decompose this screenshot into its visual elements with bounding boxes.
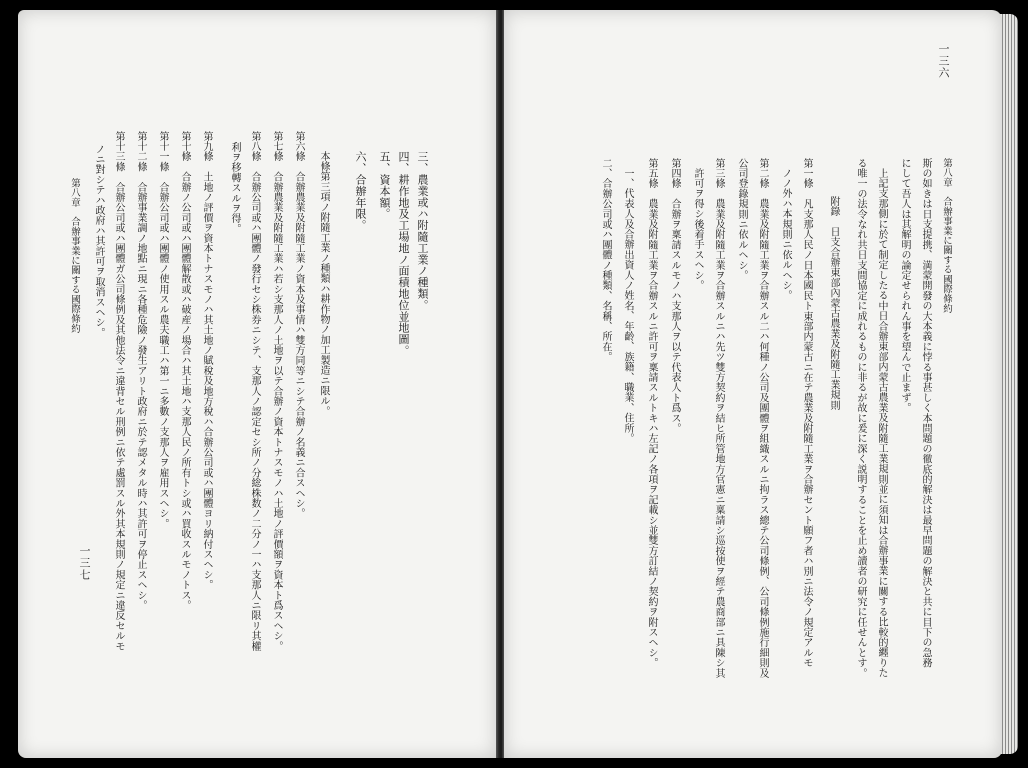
text-column: 上記支那側に於て制定したる中日合辦東部内蒙古農業及附隨工業規則並に須知は合辦事業に關する比較的纒りた	[876, 168, 887, 678]
text-column: 三、農業或ハ附隨工業ノ種類。	[416, 151, 429, 311]
text-column: 五、資本額。	[378, 151, 391, 220]
text-column: にして吾人は其解明の論定せられん事を望んで止まず。	[899, 158, 910, 413]
right-page	[504, 10, 1002, 758]
text-column: 第九條 土地ノ評價ヲ資本トナスモノハ其土地ノ賦稅及地方稅ハ合辦公司或ハ團體ヨリ納付スヘシ。	[201, 131, 212, 590]
text-column: 許可ヲ得シ後着手スヘシ。	[692, 168, 703, 291]
page-edges	[1000, 14, 1018, 754]
text-column: 第十三條 合辦公司或ハ團體ガ公司條例及其他法令ニ違背セル刑例ニ依テ處罰スル外其本規則ノ規定ニ違反セルモ	[113, 131, 124, 652]
text-column: 二、合辦公司或ハ團體ノ種類、名稱、所在。	[600, 158, 611, 362]
text-column: 公司登錄規則ニ依ルヘシ。	[736, 158, 747, 281]
text-column: 第八條 合辦公司或ハ團體ノ發行セシ株券ニシテ、支那人ノ認定セシ所ノ分総株数ノ二分ノ一ハ支那人ニ限リ其權	[249, 131, 260, 652]
page-number: 一三六	[937, 43, 950, 79]
text-column: 第七條 合辦農業及附隨工業ハ若シ支那人ノ土地ヲ以テ合辦ノ資本トナスモノハ土地ノ評價額ヲ資本ト爲スヘシ。	[271, 131, 282, 652]
page-number: 一三七	[78, 545, 91, 581]
text-column: 第二條 農業及附隨工業ヲ合辦スル二ハ何種ノ公司及團體ヲ組織スルニ拘ラス總テ公司條例、公司條例施行細則及	[757, 158, 768, 679]
text-column: 第四條 合辦ヲ稟請スルモノハ支那人ヲ以テ代表人ト爲ス。	[669, 158, 680, 434]
text-column: る唯一の法令なれ共日支間協定に成れるものに非るが故に爰に深く説明することを止め讀者の研究に任せんとす。	[855, 158, 866, 679]
running-head: 第八章 合辦事業に關する國際條約	[69, 178, 80, 334]
text-column: 第三條 農業及附隨工業ヲ合辦スルニハ先ツ雙方契約ヲ結ヒ所管地方官憲ニ稟請シ巡按使ヲ經テ農商部ニ具陳シ其	[713, 158, 724, 679]
left-page	[18, 10, 496, 758]
text-column: 第一條 凡支那人民ノ日本國民ト東部内蒙古ニ在テ農業及附隨工業ヲ合辦セント願フ者ハ別ニ法令ノ規定アルモ	[801, 158, 812, 668]
text-column: 附錄 日支合辦東部內蒙古農業及附隨工業規則	[828, 196, 839, 411]
text-column: 四、耕作地及工場地ノ面積地位並地圖。	[397, 151, 410, 357]
text-column: 六、合辦年限。	[354, 151, 367, 231]
text-column: ノニ對シテハ政府ハ其許可ヲ取消スヘシ。	[93, 144, 104, 338]
text-column: 斯の如きは日支提携、満蒙開發の大本義に悖る事甚しく本問題の徹底的解決は最早問題の解決と共に目下の急務	[920, 158, 931, 668]
text-column: 第十條 合辦ノ公司或ハ團體解散或ハ破産ノ場合ハ其土地ハ支那人民ノ所有トシ或ハ買收スルモノトス。	[179, 131, 190, 611]
text-column: ノノ外ハ本規則ニ依ルヘシ。	[780, 168, 791, 301]
running-head: 第八章 合辦事業に關する國際條約	[941, 158, 952, 314]
text-column: 第十二條 合辦事業調ノ地點ニ現ニ各種危險ノ發生アリト政府ニ於テ認メタル時ハ其許可ヲ停止スヘシ。	[135, 131, 146, 611]
text-column: 第五條 農業及附隨工業ヲ合辦スルニ許可ヲ稟請スルトキハ左記ノ各項ヲ記載シ並雙方訂結ノ契約ヲ附スヘシ。	[646, 158, 657, 668]
text-column: 本條第三項ノ附隨工業ノ種類ハ耕作物ノ加工製造ニ限ル。	[318, 151, 329, 417]
text-column: 第十一條 合辦公司或ハ團體ノ使用スル農夫職工ハ第一ニ多數ノ支那人ヲ雇用スヘシ。	[157, 131, 168, 529]
text-column: 一、代表人及合辦出資人ノ姓名、年齡、族籍、職業、住所。	[622, 168, 633, 444]
text-column: 利ヲ移轉スルヲ得。	[229, 142, 240, 234]
text-column: 第六條 合辦農業及附隨工業ノ資本及事情ハ雙方同等ニシテ合辦ノ名義ニ合スヘシ。	[293, 131, 304, 519]
